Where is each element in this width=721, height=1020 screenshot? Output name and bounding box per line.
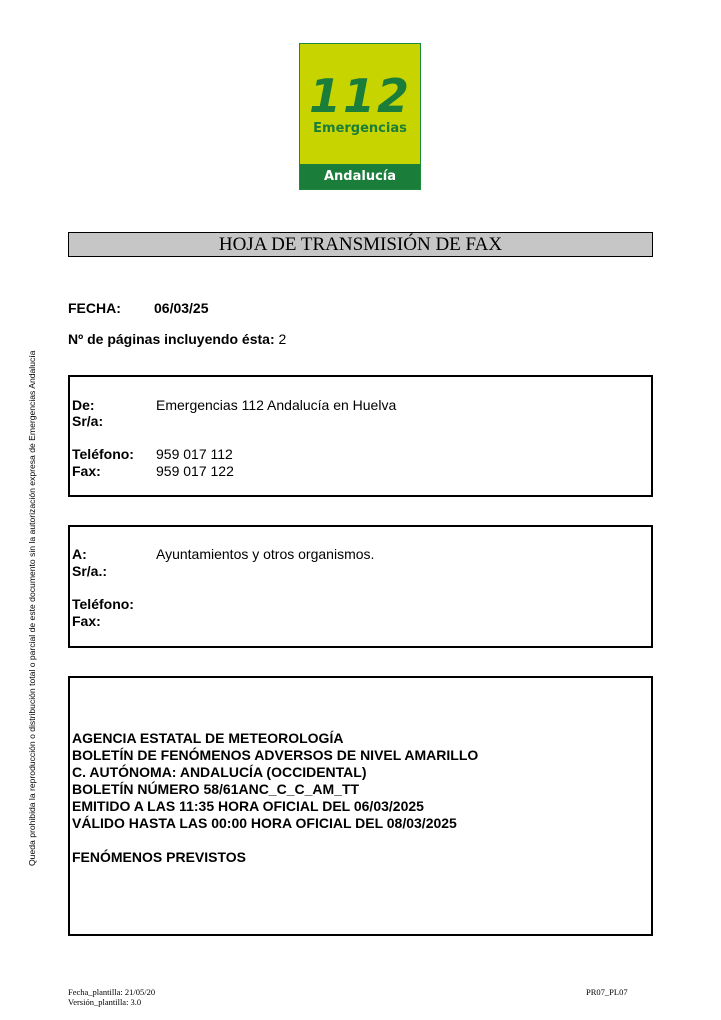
- sender-de-value: Emergencias 112 Andalucía en Huelva: [156, 397, 397, 413]
- sender-telefono-row: [72, 446, 233, 462]
- paginas-label: Nº de páginas incluyendo ésta:: [68, 331, 275, 347]
- recipient-telefono-row: [72, 596, 156, 612]
- bulletin-line: C. AUTÓNOMA: ANDALUCÍA (OCCIDENTAL): [72, 764, 367, 780]
- sender-fax-value: 959 017 122: [156, 463, 234, 479]
- emergencias-112-logo: [299, 43, 421, 190]
- sender-telefono-value: 959 017 112: [156, 446, 233, 462]
- fecha-row: [68, 300, 209, 316]
- recipient-sra-label: Sr/a.:: [72, 563, 108, 579]
- recipient-box: [68, 525, 653, 648]
- recipient-a-value: Ayuntamientos y otros organismos.: [156, 546, 375, 562]
- recipient-fax-label: Fax:: [72, 613, 101, 629]
- sender-telefono-label: Teléfono:: [72, 446, 134, 462]
- sender-sra-label: Sr/a:: [72, 413, 104, 429]
- bulletin-line: EMITIDO A LAS 11:35 HORA OFICIAL DEL 06/03/2025: [72, 798, 424, 814]
- sender-fax-row: [72, 463, 234, 479]
- fecha-value: 06/03/25: [154, 300, 209, 316]
- footer-fecha-plantilla: Fecha_plantilla: 21/05/20: [68, 987, 156, 997]
- bulletin-line: BOLETÍN DE FENÓMENOS ADVERSOS DE NIVEL AMARILLO: [72, 747, 479, 763]
- footer-template-info: [68, 987, 155, 1007]
- reproduction-notice: Queda prohibida la reproducción o distribución total o parcial de este documento sin la autorización expresa de Emergencias Andalucía: [27, 350, 37, 866]
- recipient-sra-row: [72, 563, 156, 579]
- logo-subtitle: Emergencias: [313, 121, 407, 136]
- document-title: HOJA DE TRANSMISIÓN DE FAX: [68, 232, 653, 257]
- bulletin-box: [68, 676, 653, 936]
- recipient-a-label: A:: [72, 546, 87, 562]
- recipient-telefono-label: Teléfono:: [72, 596, 134, 612]
- paginas-value: 2: [278, 331, 287, 347]
- footer-version-plantilla: Versión_plantilla: 3.0: [68, 997, 142, 1007]
- sender-box: [68, 375, 653, 497]
- sender-de-row: [72, 397, 396, 413]
- sender-sra-row: [72, 413, 156, 429]
- logo-number: 112: [308, 69, 412, 123]
- paginas-row: [68, 331, 286, 347]
- sender-de-label: De:: [72, 397, 95, 413]
- bulletin-line: VÁLIDO HASTA LAS 00:00 HORA OFICIAL DEL 08/03/2025: [72, 815, 457, 831]
- recipient-a-row: [72, 546, 374, 562]
- bulletin-line: BOLETÍN NÚMERO 58/61ANC_C_C_AM_TT: [72, 781, 360, 797]
- recipient-fax-row: [72, 613, 156, 629]
- bulletin-text: [72, 730, 478, 866]
- fecha-label: FECHA:: [68, 300, 121, 316]
- bulletin-section-heading: FENÓMENOS PREVISTOS: [72, 849, 246, 865]
- logo-region: Andalucía: [300, 164, 420, 189]
- sender-fax-label: Fax:: [72, 463, 101, 479]
- bulletin-line: AGENCIA ESTATAL DE METEOROLOGÍA: [72, 730, 344, 746]
- footer-code: PR07_PL07: [586, 987, 628, 997]
